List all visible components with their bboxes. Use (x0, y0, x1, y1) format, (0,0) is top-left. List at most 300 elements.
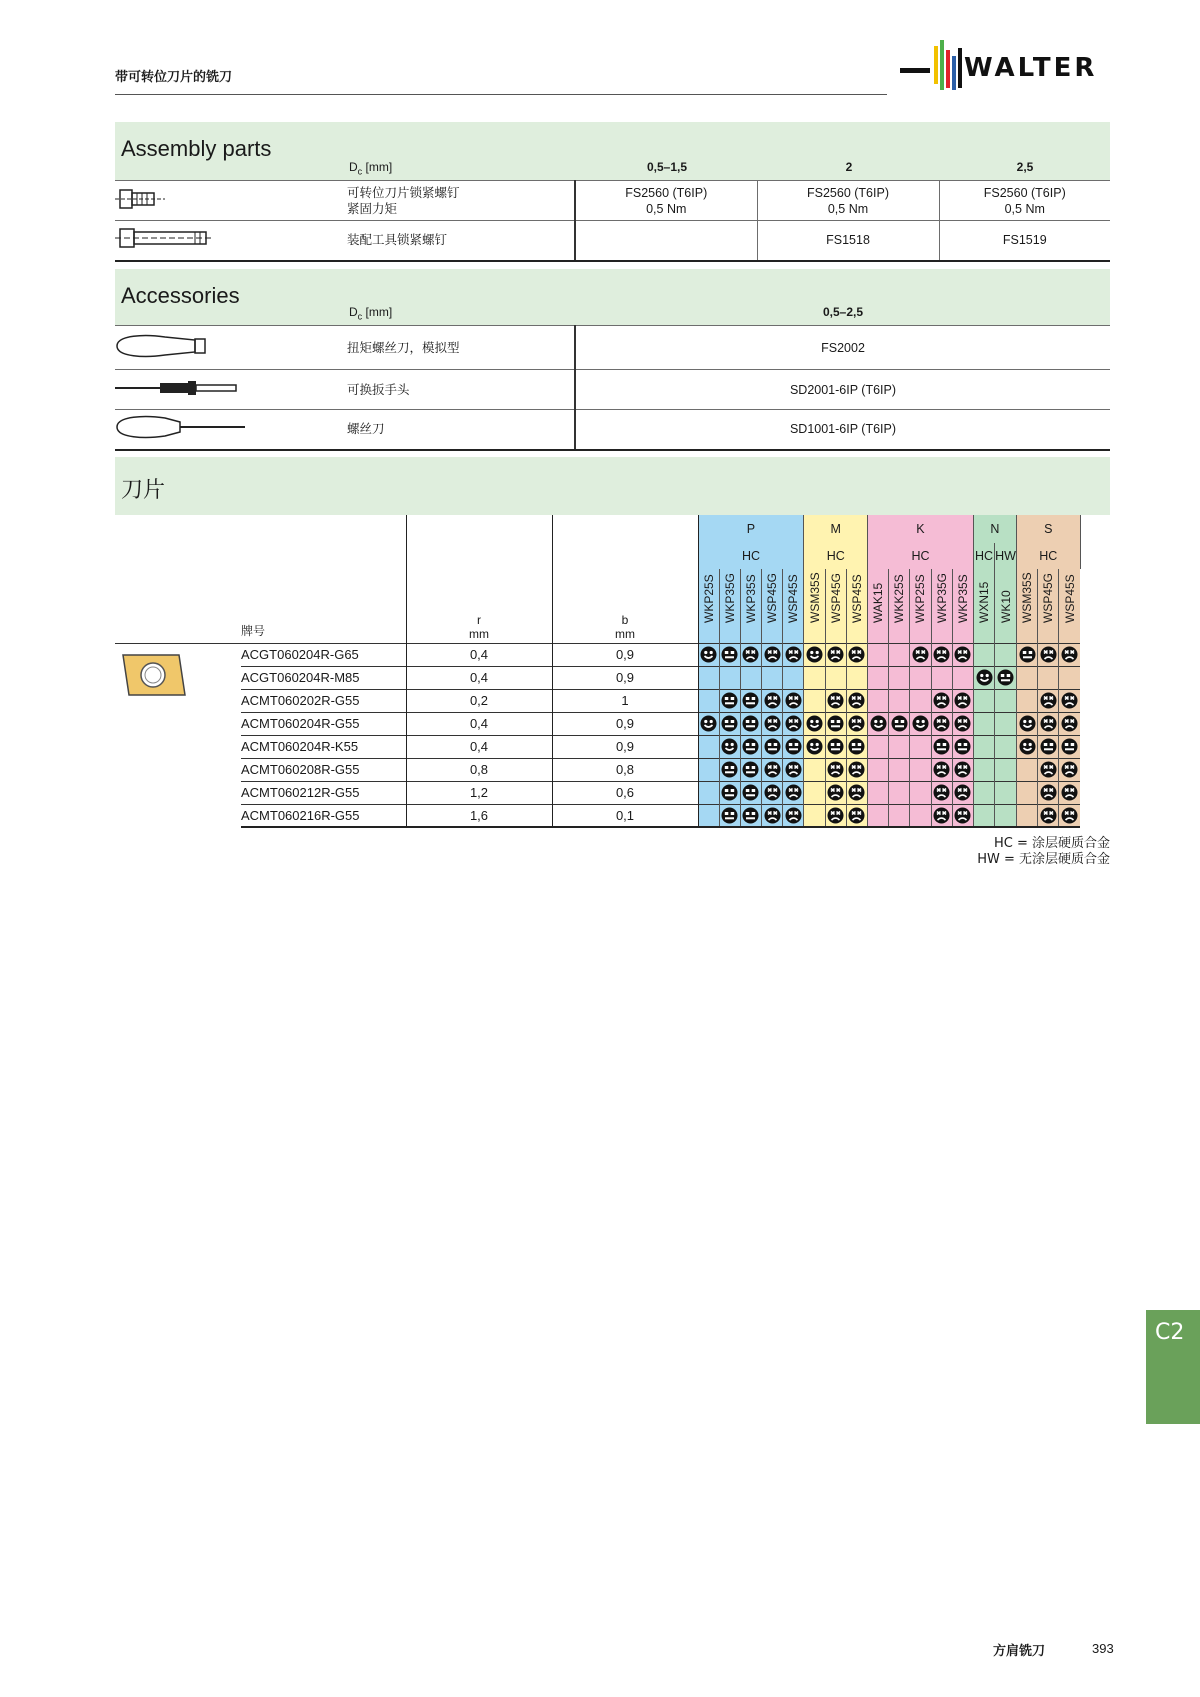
grade-rating-cell (719, 781, 740, 804)
insert-row (115, 689, 1080, 712)
poor-rating-icon (933, 715, 950, 732)
grade-rating-cell (762, 735, 783, 758)
r-header: r (477, 612, 481, 627)
grade-rating-cell (1059, 712, 1080, 735)
good-rating-icon (806, 715, 823, 732)
insert-row (115, 735, 1080, 758)
grade-name: WSM35S (807, 571, 822, 623)
assembly-row (115, 221, 1110, 261)
grade-rating-cell (783, 735, 804, 758)
grade-rating-cell (952, 712, 973, 735)
poor-rating-icon (1061, 692, 1078, 709)
assembly-title: Assembly parts (121, 136, 272, 161)
grade-name: WSP45G (765, 572, 780, 623)
grade-rating-cell (973, 804, 994, 827)
poor-rating-icon (848, 692, 865, 709)
grade-name: WKP35G (934, 572, 949, 623)
accessories-row (115, 410, 1110, 450)
grade-rating-cell (804, 689, 825, 712)
inserts-title: 刀片 (121, 477, 166, 502)
grade-rating-cell (889, 758, 910, 781)
grade-rating-cell (1016, 712, 1037, 735)
grade-rating-cell (889, 804, 910, 827)
grade-rating-cell (719, 643, 740, 666)
grade-rating-cell (740, 735, 761, 758)
poor-rating-icon (954, 646, 971, 663)
poor-rating-icon (848, 715, 865, 732)
neutral-rating-icon (721, 784, 738, 801)
poor-rating-icon (764, 692, 781, 709)
coating-label: HC (698, 543, 804, 569)
insert-grade-table (115, 515, 1081, 828)
grade-rating-cell (910, 689, 931, 712)
grade-rating-cell (740, 689, 761, 712)
grade-name: WSM35S (1020, 571, 1035, 623)
designation-header: 牌号 (241, 623, 266, 638)
grade-rating-cell (910, 643, 931, 666)
grade-group-row (115, 515, 1080, 543)
insert-width: 0,8 (552, 758, 698, 781)
grade-rating-cell (973, 712, 994, 735)
grade-name-cell (952, 569, 973, 643)
grade-rating-cell (889, 781, 910, 804)
grade-rating-cell (868, 643, 889, 666)
grade-rating-cell (868, 758, 889, 781)
accessories-desc: 螺丝刀 (345, 410, 575, 450)
grade-rating-cell (846, 666, 867, 689)
assembly-row (115, 181, 1110, 221)
material-group-m: M (804, 515, 868, 543)
assembly-col-1: 0,5–1,5 (646, 160, 688, 174)
good-rating-icon (721, 738, 738, 755)
grade-rating-cell (995, 643, 1017, 666)
insert-designation[interactable]: ACGT060204R-G65 (241, 643, 406, 666)
insert-designation[interactable]: ACMT060204R-K55 (241, 735, 406, 758)
grade-rating-cell (931, 643, 952, 666)
poor-rating-icon (785, 646, 802, 663)
grade-rating-cell (698, 735, 719, 758)
grade-rating-cell (1038, 735, 1059, 758)
grade-name-cell (868, 569, 889, 643)
grade-rating-cell (719, 712, 740, 735)
grade-rating-cell (740, 666, 761, 689)
grade-rating-cell (825, 666, 846, 689)
neutral-rating-icon (1061, 738, 1078, 755)
insert-icon (115, 651, 187, 699)
good-rating-icon (700, 646, 717, 663)
header-divider (115, 94, 887, 95)
accessories-value: SD1001-6IP (T6IP) (575, 410, 1110, 450)
insert-radius: 0,8 (406, 758, 552, 781)
grade-rating-cell (1016, 735, 1037, 758)
grade-rating-cell (910, 758, 931, 781)
grade-rating-cell (910, 666, 931, 689)
grade-rating-cell (889, 666, 910, 689)
grade-rating-cell (1016, 643, 1037, 666)
grade-rating-cell (762, 689, 783, 712)
assembly-desc: 装配工具锁紧螺钉 (345, 221, 575, 261)
good-rating-icon (1019, 738, 1036, 755)
grade-rating-cell (846, 643, 867, 666)
inserts-header-band (115, 457, 1110, 515)
assembly-dc-label: $D_c$ [mm] (349, 160, 393, 177)
grade-rating-cell (868, 712, 889, 735)
grade-name-cell (762, 569, 783, 643)
grade-rating-cell (1059, 689, 1080, 712)
b-unit: mm (615, 626, 635, 641)
poor-rating-icon (1040, 692, 1057, 709)
poor-rating-icon (933, 692, 950, 709)
grade-rating-cell (719, 758, 740, 781)
assembly-table (115, 180, 1110, 262)
poor-rating-icon (912, 646, 929, 663)
grade-rating-cell (825, 781, 846, 804)
grade-rating-cell (846, 689, 867, 712)
grade-rating-cell (783, 804, 804, 827)
grade-rating-cell (804, 712, 825, 735)
screw-icon (115, 181, 345, 221)
good-rating-icon (806, 646, 823, 663)
poor-rating-icon (933, 807, 950, 824)
neutral-rating-icon (933, 738, 950, 755)
insert-grade-table-wrapper (115, 515, 1110, 828)
assembly-value: FS2560 (T6IP) 0,5 Nm (939, 181, 1110, 221)
grade-rating-cell (1038, 804, 1059, 827)
poor-rating-icon (827, 646, 844, 663)
grade-rating-cell (973, 689, 994, 712)
grade-name: WKK25S (892, 573, 907, 623)
grade-rating-cell (952, 781, 973, 804)
accessories-dc-label: $D_c$ [mm] (349, 305, 393, 322)
grade-rating-cell (1016, 804, 1037, 827)
neutral-rating-icon (721, 761, 738, 778)
grade-rating-cell (783, 643, 804, 666)
insert-designation[interactable]: ACMT060216R-G55 (241, 804, 406, 827)
good-rating-icon (870, 715, 887, 732)
grade-rating-cell (1038, 712, 1059, 735)
grade-rating-cell (1038, 666, 1059, 689)
neutral-rating-icon (954, 738, 971, 755)
good-rating-icon (912, 715, 929, 732)
insert-designation[interactable]: ACGT060204R-M85 (241, 666, 406, 689)
legend-hw: HW = 无涂层硬质合金 (977, 852, 1110, 867)
accessories-value: FS2002 (575, 326, 1110, 370)
insert-icon-cell (115, 515, 241, 643)
neutral-rating-icon (764, 738, 781, 755)
grade-rating-cell (995, 689, 1017, 712)
accessories-section (115, 269, 1110, 451)
grade-rating-cell (762, 781, 783, 804)
insert-row (115, 643, 1080, 666)
section-tab[interactable]: C2 (1146, 1310, 1200, 1424)
grade-rating-cell (698, 804, 719, 827)
grade-rating-cell (740, 804, 761, 827)
poor-rating-icon (1061, 761, 1078, 778)
poor-rating-icon (954, 807, 971, 824)
coating-label: HC (973, 543, 994, 569)
grade-name-cell (1059, 569, 1080, 643)
grade-rating-cell (910, 735, 931, 758)
good-rating-icon (806, 738, 823, 755)
grade-rating-cell (783, 689, 804, 712)
grade-name-cell (825, 569, 846, 643)
grade-rating-cell (804, 758, 825, 781)
poor-rating-icon (954, 692, 971, 709)
grade-rating-cell (825, 758, 846, 781)
insert-designation[interactable]: ACMT060208R-G55 (241, 758, 406, 781)
grade-rating-cell (846, 735, 867, 758)
insert-radius: 0,4 (406, 643, 552, 666)
material-group-s: S (1016, 515, 1080, 543)
poor-rating-icon (827, 692, 844, 709)
grade-rating-cell (910, 804, 931, 827)
inserts-section (115, 457, 1110, 515)
grade-rating-cell (762, 804, 783, 827)
logo-text: WALTER (964, 53, 1098, 83)
poor-rating-icon (954, 761, 971, 778)
page-number: 393 (1092, 1641, 1114, 1656)
grade-rating-cell (1038, 758, 1059, 781)
grade-rating-cell (910, 712, 931, 735)
poor-rating-icon (827, 761, 844, 778)
neutral-rating-icon (721, 692, 738, 709)
grade-rating-cell (762, 643, 783, 666)
long-screw-icon (115, 221, 345, 261)
grade-name-cell (1016, 569, 1037, 643)
accessories-row (115, 370, 1110, 410)
neutral-rating-icon (848, 738, 865, 755)
coating-label: HC (804, 543, 868, 569)
grade-rating-cell (719, 689, 740, 712)
poor-rating-icon (827, 807, 844, 824)
neutral-rating-icon (742, 692, 759, 709)
neutral-rating-icon (721, 715, 738, 732)
poor-rating-icon (1040, 807, 1057, 824)
insert-width: 0,6 (552, 781, 698, 804)
insert-radius: 1,2 (406, 781, 552, 804)
grade-rating-cell (973, 666, 994, 689)
grade-name-cell (973, 569, 994, 643)
accessories-col: 0,5–2,5 (822, 305, 864, 319)
grade-rating-cell (889, 735, 910, 758)
walter-logo (900, 40, 1110, 96)
grade-rating-cell (868, 781, 889, 804)
poor-rating-icon (764, 807, 781, 824)
grade-rating-cell (868, 735, 889, 758)
grade-rating-cell (931, 712, 952, 735)
grade-rating-cell (889, 643, 910, 666)
coating-label: HC (868, 543, 974, 569)
insert-row (115, 758, 1080, 781)
b-header: b (621, 612, 629, 627)
grade-name: WSP45G (828, 572, 843, 623)
poor-rating-icon (764, 646, 781, 663)
grade-rating-cell (868, 804, 889, 827)
grade-rating-cell (952, 804, 973, 827)
grade-rating-cell (952, 666, 973, 689)
grade-name-cell (719, 569, 740, 643)
insert-designation[interactable]: ACMT060212R-G55 (241, 781, 406, 804)
page-header-title: 带可转位刀片的铣刀 (115, 70, 233, 85)
neutral-rating-icon (721, 807, 738, 824)
grade-rating-cell (825, 735, 846, 758)
accessories-title: Accessories (121, 283, 240, 308)
grade-rating-cell (783, 781, 804, 804)
insert-row (115, 666, 1080, 689)
grade-rating-cell (762, 758, 783, 781)
poor-rating-icon (1040, 761, 1057, 778)
grade-rating-cell (783, 712, 804, 735)
grade-rating-cell (825, 643, 846, 666)
grade-rating-cell (740, 712, 761, 735)
poor-rating-icon (848, 761, 865, 778)
poor-rating-icon (764, 715, 781, 732)
bit-icon (115, 370, 345, 410)
r-unit: mm (469, 626, 489, 641)
insert-width: 0,9 (552, 735, 698, 758)
grade-name: WKP35S (743, 573, 758, 623)
grade-rating-cell (931, 735, 952, 758)
grade-rating-cell (762, 712, 783, 735)
grade-rating-cell (825, 804, 846, 827)
accessories-desc: 可换扳手头 (345, 370, 575, 410)
poor-rating-icon (933, 761, 950, 778)
grade-rating-cell (740, 643, 761, 666)
grade-rating-cell (1038, 689, 1059, 712)
legend-hc: HC = 涂层硬质合金 (993, 836, 1110, 851)
grade-name-cell (783, 569, 804, 643)
poor-rating-icon (933, 646, 950, 663)
grade-rating-cell (1016, 781, 1037, 804)
grade-name-cell (931, 569, 952, 643)
grade-rating-cell (740, 781, 761, 804)
grade-rating-cell (952, 643, 973, 666)
insert-row (115, 781, 1080, 804)
assembly-parts-section (115, 122, 1110, 262)
insert-icon-cell (115, 735, 241, 758)
poor-rating-icon (848, 807, 865, 824)
accessories-desc: 扭矩螺丝刀，模拟型 (345, 326, 575, 370)
assembly-header-band (115, 122, 1110, 180)
accessories-table (115, 325, 1110, 451)
neutral-rating-icon (827, 715, 844, 732)
poor-rating-icon (785, 715, 802, 732)
grade-rating-cell (698, 666, 719, 689)
poor-rating-icon (742, 646, 759, 663)
grade-rating-cell (1059, 758, 1080, 781)
poor-rating-icon (1040, 715, 1057, 732)
grade-rating-cell (889, 712, 910, 735)
grade-rating-cell (804, 804, 825, 827)
poor-rating-icon (785, 784, 802, 801)
poor-rating-icon (1061, 646, 1078, 663)
grade-rating-cell (804, 735, 825, 758)
neutral-rating-icon (742, 761, 759, 778)
poor-rating-icon (764, 761, 781, 778)
grade-name: WSP45S (786, 573, 801, 623)
poor-rating-icon (848, 784, 865, 801)
insert-icon-cell (115, 804, 241, 827)
grade-rating-cell (1038, 643, 1059, 666)
insert-icon-cell (115, 781, 241, 804)
coating-label: HW (995, 543, 1017, 569)
grade-name: WKP35S (955, 573, 970, 623)
insert-designation[interactable]: ACMT060204R-G55 (241, 712, 406, 735)
grade-rating-cell (698, 758, 719, 781)
insert-width: 0,9 (552, 643, 698, 666)
grade-name-cell (995, 569, 1017, 643)
grade-name: WK10 (998, 589, 1013, 623)
poor-rating-icon (785, 761, 802, 778)
grade-rating-cell (846, 804, 867, 827)
insert-icon-cell (115, 758, 241, 781)
material-group-k: K (868, 515, 974, 543)
insert-width: 0,9 (552, 712, 698, 735)
grade-rating-cell (931, 689, 952, 712)
grade-rating-cell (1016, 689, 1037, 712)
grade-rating-cell (846, 712, 867, 735)
grade-name-cell (698, 569, 719, 643)
grade-rating-cell (1059, 643, 1080, 666)
grade-rating-cell (995, 712, 1017, 735)
accessories-row (115, 326, 1110, 370)
grade-name-cell (804, 569, 825, 643)
neutral-rating-icon (742, 784, 759, 801)
grade-name-cell (1038, 569, 1059, 643)
grade-rating-cell (1016, 666, 1037, 689)
poor-rating-icon (1040, 784, 1057, 801)
grade-rating-cell (783, 666, 804, 689)
neutral-rating-icon (997, 669, 1014, 686)
poor-rating-icon (827, 784, 844, 801)
assembly-value (575, 221, 757, 261)
grade-rating-cell (973, 643, 994, 666)
grade-rating-cell (698, 689, 719, 712)
good-rating-icon (1019, 715, 1036, 732)
grade-rating-cell (1059, 804, 1080, 827)
assembly-value: FS2560 (T6IP) 0,5 Nm (575, 181, 757, 221)
neutral-rating-icon (721, 646, 738, 663)
neutral-rating-icon (742, 738, 759, 755)
grade-rating-cell (931, 781, 952, 804)
grade-rating-cell (889, 689, 910, 712)
grade-rating-cell (995, 666, 1017, 689)
grade-rating-cell (762, 666, 783, 689)
good-rating-icon (976, 669, 993, 686)
footer-title: 方肩铣刀 (993, 1644, 1046, 1659)
grade-rating-cell (1016, 758, 1037, 781)
grade-rating-cell (1059, 781, 1080, 804)
assembly-value: FS2560 (T6IP) 0,5 Nm (757, 181, 939, 221)
insert-designation[interactable]: ACMT060202R-G55 (241, 689, 406, 712)
insert-radius: 0,4 (406, 712, 552, 735)
insert-icon-cell (115, 712, 241, 735)
accessories-value: SD2001-6IP (T6IP) (575, 370, 1110, 410)
poor-rating-icon (954, 715, 971, 732)
neutral-rating-icon (1040, 738, 1057, 755)
grade-name: WKP35G (722, 572, 737, 623)
poor-rating-icon (1061, 807, 1078, 824)
coating-label: HC (1016, 543, 1080, 569)
insert-row (115, 712, 1080, 735)
torque-screwdriver-icon (115, 326, 345, 370)
insert-row (115, 804, 1080, 827)
screwdriver-icon (115, 410, 345, 450)
accessories-header-band (115, 269, 1110, 325)
poor-rating-icon (1061, 784, 1078, 801)
neutral-rating-icon (742, 715, 759, 732)
poor-rating-icon (785, 807, 802, 824)
